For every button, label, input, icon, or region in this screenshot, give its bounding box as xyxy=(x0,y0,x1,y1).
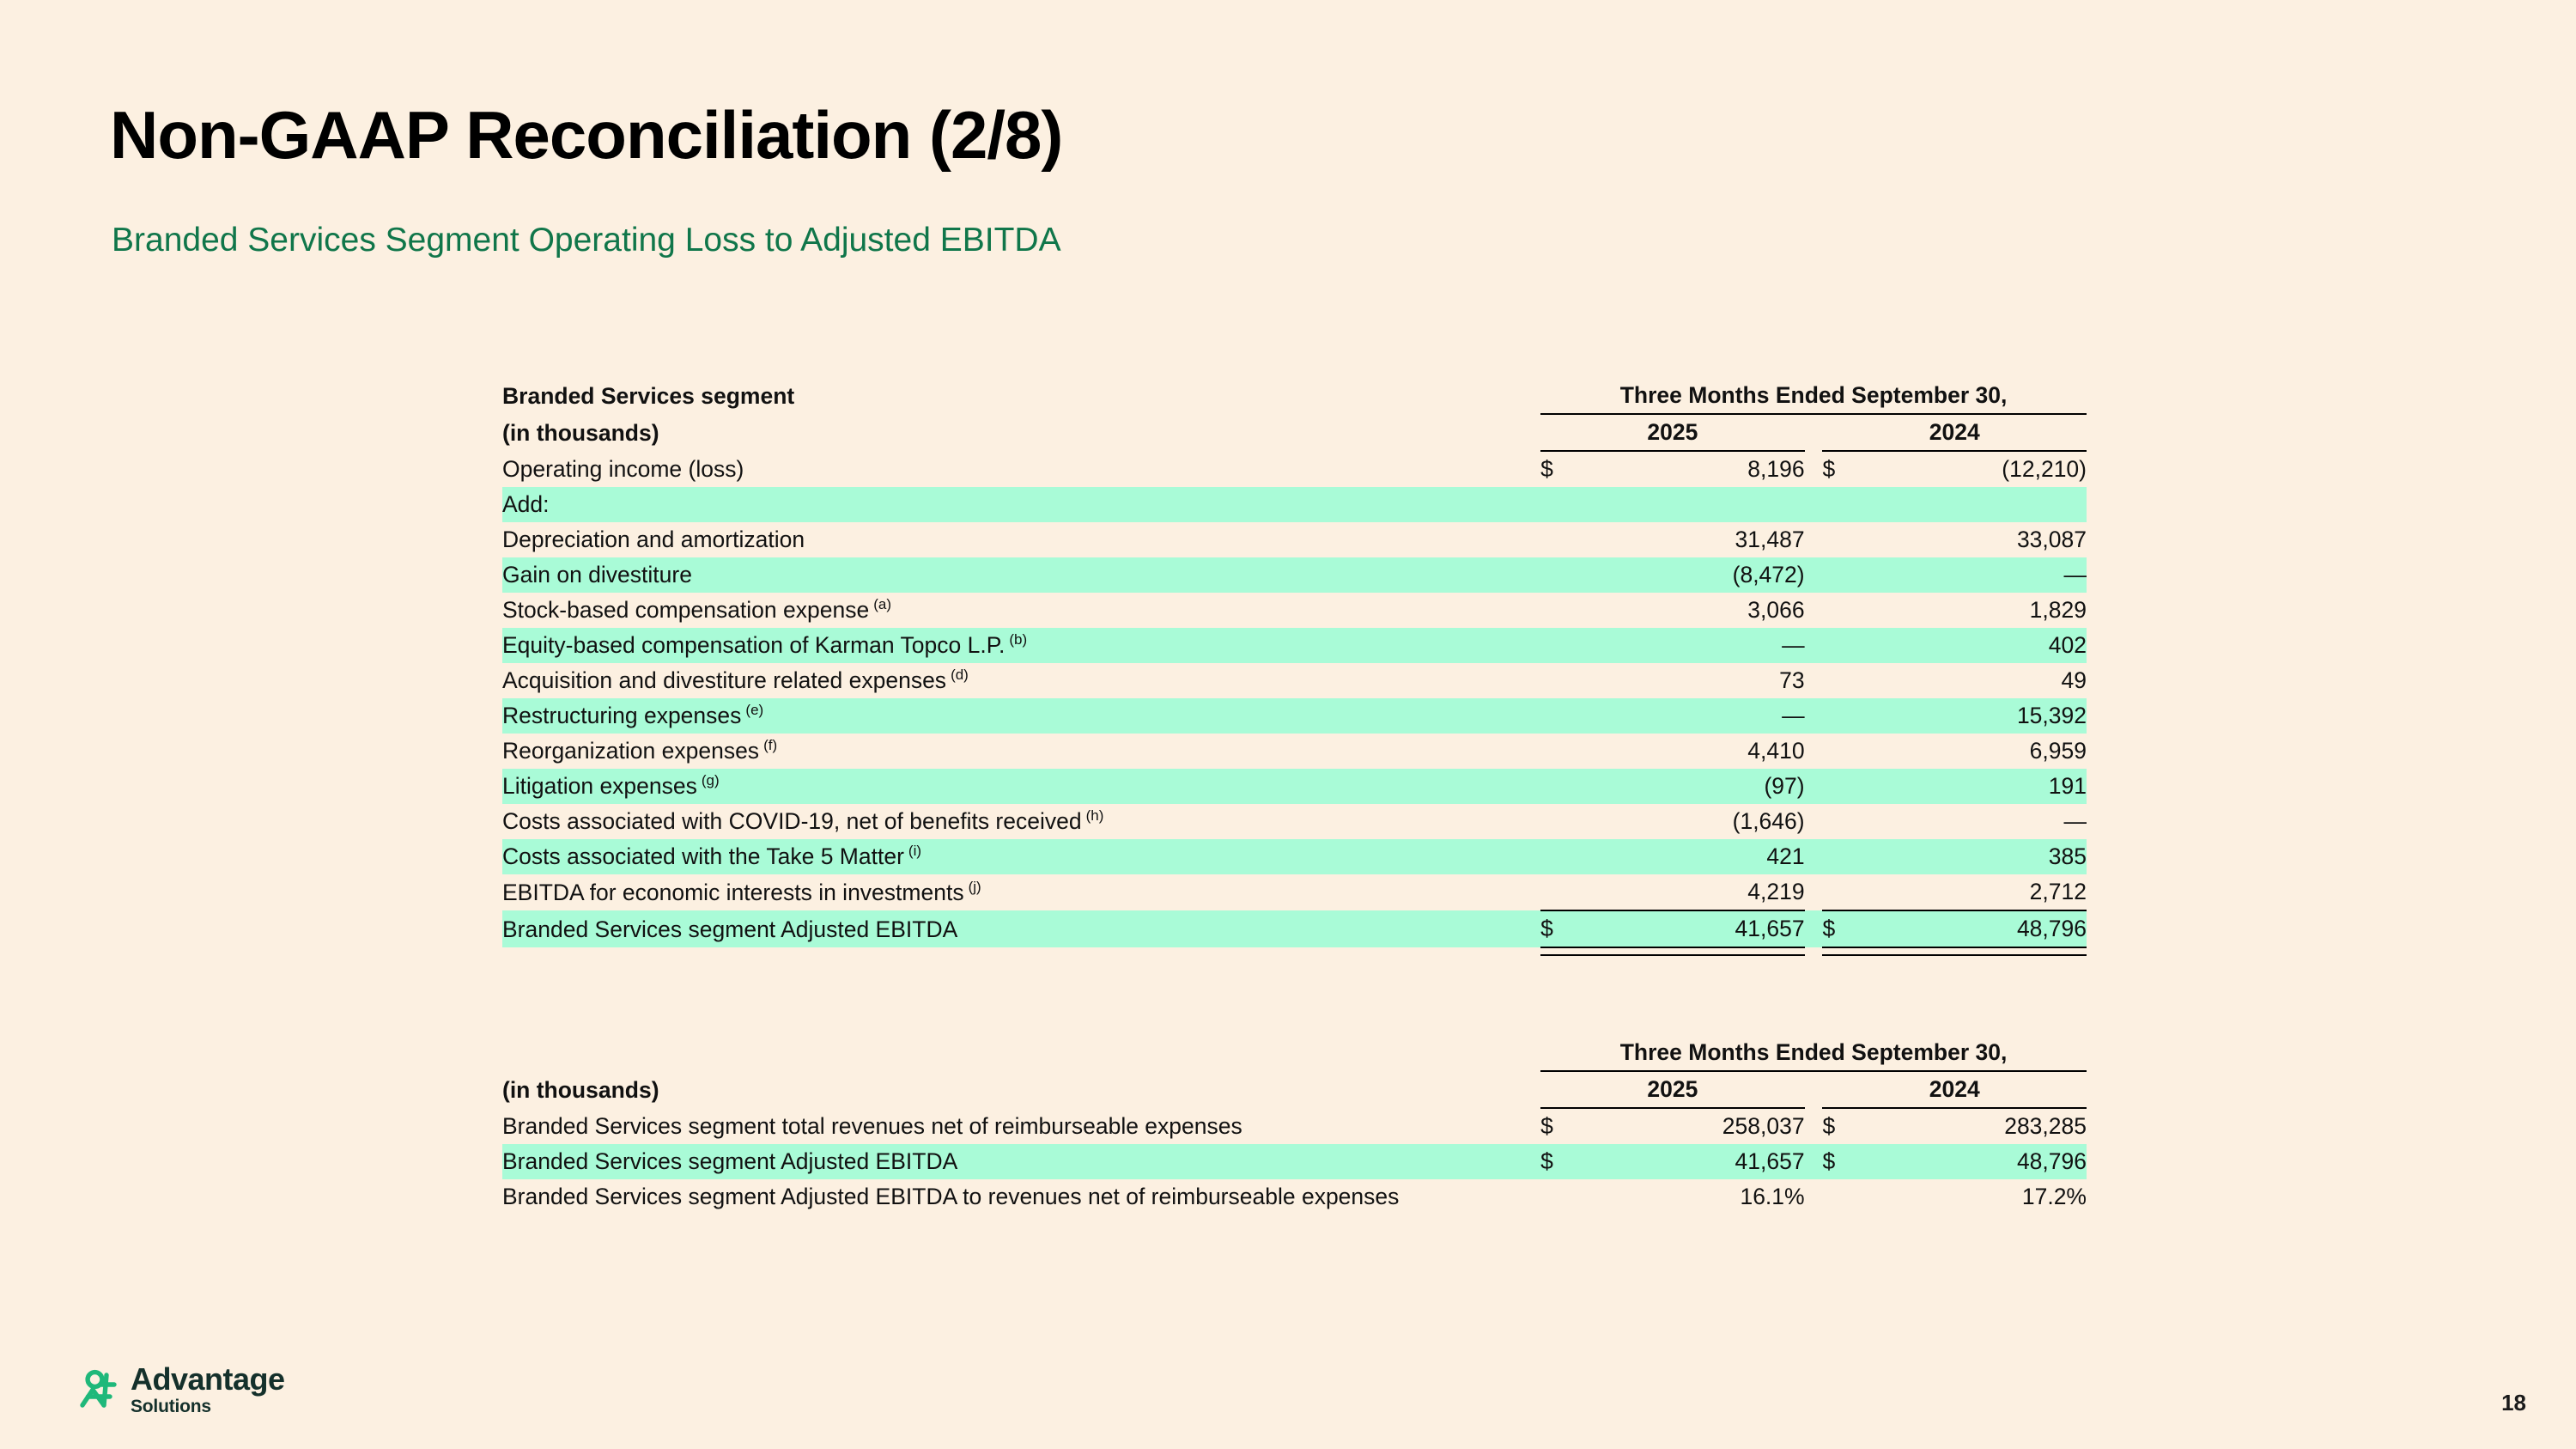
column-divider xyxy=(1805,769,1823,804)
currency-symbol-2024: $ xyxy=(1822,456,1836,482)
page-subtitle: Branded Services Segment Operating Loss to Adjusted EBITDA xyxy=(112,222,1061,259)
underline-spacer xyxy=(502,947,1397,955)
underline-2025 xyxy=(1540,947,1577,955)
header-blank xyxy=(502,1035,1397,1071)
row-label: Litigation expenses $^{(g)}$ xyxy=(502,769,1397,804)
currency-symbol-2025: $ xyxy=(1540,456,1553,482)
column-divider xyxy=(1805,1071,1823,1108)
footnote-marker: (a) xyxy=(873,596,891,613)
underline-2024 xyxy=(1858,947,2087,955)
column-divider xyxy=(1805,1144,1823,1179)
column-header-2024: 2024 xyxy=(1822,414,2087,451)
currency-symbol-2025 xyxy=(1540,698,1577,734)
value-2025: (1,646) xyxy=(1732,808,1805,834)
advantage-solutions-mark-icon xyxy=(76,1367,120,1412)
row-spacer xyxy=(1397,663,1540,698)
period-header-label: Three Months Ended September 30, xyxy=(1540,1035,2087,1071)
row-label: Depreciation and amortization xyxy=(502,527,805,552)
currency-symbol-2025: $ xyxy=(1540,1144,1577,1179)
column-divider xyxy=(1805,874,1823,910)
row-label: Stock-based compensation expense $^{(a)}$ xyxy=(502,596,891,623)
page-title: Non-GAAP Reconciliation (2/8) xyxy=(110,97,1063,173)
value-2025: (8,472) xyxy=(1577,557,1805,593)
value-2024: 6,959 xyxy=(2029,738,2087,764)
table-row xyxy=(502,1108,2087,1144)
row-spacer xyxy=(1397,910,1540,947)
value-2024: 33,087 xyxy=(2016,527,2087,552)
currency-symbol-2025 xyxy=(1540,663,1577,698)
value-2025: 8,196 xyxy=(1747,456,1805,482)
currency-symbol-2024: $ xyxy=(1822,910,1858,947)
column-divider xyxy=(1805,1108,1823,1144)
footnote-marker: (d) xyxy=(951,667,969,684)
currency-symbol-2024: $ xyxy=(1822,1113,1836,1139)
footnote-marker: (g) xyxy=(701,772,720,789)
value-2025: 41,657 xyxy=(1577,1144,1805,1179)
column-divider xyxy=(1805,557,1823,593)
column-divider xyxy=(1805,698,1823,734)
currency-symbol-2024: $ xyxy=(1822,1144,1858,1179)
table-two-body xyxy=(502,1108,2087,1215)
currency-symbol-2024 xyxy=(1822,769,1858,804)
row-label: Acquisition and divestiture related expenses $^{(d)}$ xyxy=(502,667,969,693)
row-label: Branded Services segment Adjusted EBITDA xyxy=(502,910,1397,947)
row-spacer xyxy=(1397,769,1540,804)
currency-symbol-2025: $ xyxy=(1540,910,1577,947)
value-2024: 402 xyxy=(1858,628,2087,663)
table-row xyxy=(502,839,2087,874)
row-label: Reorganization expenses $^{(f)}$ xyxy=(502,737,778,764)
value-2025: 258,037 xyxy=(1722,1113,1805,1139)
footnote-marker: (e) xyxy=(745,702,764,719)
currency-symbol-2024 xyxy=(1822,874,1858,910)
value-2024 xyxy=(1858,487,2087,522)
row-spacer xyxy=(1397,487,1540,522)
column-divider xyxy=(1805,414,1823,451)
table-row xyxy=(502,734,2087,769)
table-row xyxy=(502,1144,2087,1179)
currency-symbol-2024 xyxy=(1822,698,1858,734)
footnote-marker: (b) xyxy=(1009,631,1028,648)
value-2025: 4,219 xyxy=(1747,879,1805,904)
total-underline-row xyxy=(502,947,2087,955)
currency-symbol-2024 xyxy=(1822,487,1858,522)
value-2025 xyxy=(1577,487,1805,522)
value-2025: 73 xyxy=(1779,667,1805,693)
currency-symbol-2025 xyxy=(1540,522,1577,557)
underline-2024 xyxy=(1822,947,1858,955)
column-divider xyxy=(1805,804,1823,839)
currency-symbol-2024 xyxy=(1822,522,1858,557)
value-2024: 283,285 xyxy=(2004,1113,2087,1139)
header-spacer xyxy=(1397,1071,1540,1108)
column-divider xyxy=(1805,910,1823,947)
currency-symbol-2025: $ xyxy=(1540,1113,1553,1139)
column-divider xyxy=(1805,487,1823,522)
company-logo xyxy=(76,1361,285,1416)
currency-symbol-2024 xyxy=(1822,593,1858,628)
row-label: Equity-based compensation of Karman Topco L.P. $^{(b)}$ xyxy=(502,628,1397,663)
value-2025: 4,410 xyxy=(1747,738,1805,764)
page-number: 18 xyxy=(2501,1390,2526,1416)
row-label: Add: xyxy=(502,487,1397,522)
currency-symbol-2025 xyxy=(1540,769,1577,804)
table-header-row-1 xyxy=(502,378,2087,414)
table-caption-line2: (in thousands) xyxy=(502,420,659,446)
value-2024: 48,796 xyxy=(1858,1144,2087,1179)
value-2024: (12,210) xyxy=(2002,456,2087,482)
row-spacer xyxy=(1397,839,1540,874)
table-row xyxy=(502,487,2087,522)
value-2025: — xyxy=(1577,628,1805,663)
row-spacer xyxy=(1397,734,1540,769)
row-label: Costs associated with COVID-19, net of benefits received $^{(h)}$ xyxy=(502,807,1104,834)
value-2024: — xyxy=(1858,557,2087,593)
currency-symbol-2024 xyxy=(1822,839,1858,874)
footnote-marker: (j) xyxy=(968,879,981,896)
value-2025: (97) xyxy=(1577,769,1805,804)
value-2024: 2,712 xyxy=(2029,879,2087,904)
value-2024: 385 xyxy=(1858,839,2087,874)
table-total-row xyxy=(502,910,2087,947)
currency-symbol-2024 xyxy=(1822,663,1858,698)
ratio-table xyxy=(502,1035,2087,1215)
underline-2025 xyxy=(1577,947,1805,955)
row-spacer xyxy=(1397,593,1540,628)
value-2024: 49 xyxy=(2061,667,2087,693)
column-divider xyxy=(1805,1179,1823,1215)
currency-symbol-2025 xyxy=(1540,839,1577,874)
value-2024: — xyxy=(2063,808,2087,834)
row-label: Costs associated with the Take 5 Matter $^{(i)}$ xyxy=(502,839,1397,874)
table-row xyxy=(502,769,2087,804)
column-header-2025: 2025 xyxy=(1540,414,1804,451)
row-spacer xyxy=(1397,1144,1540,1179)
currency-symbol-2025 xyxy=(1540,593,1577,628)
table-two-header-row-1 xyxy=(502,1035,2087,1071)
table-row xyxy=(502,522,2087,557)
value-2024: 191 xyxy=(1858,769,2087,804)
value-2025: — xyxy=(1577,698,1805,734)
table-row xyxy=(502,663,2087,698)
row-spacer xyxy=(1397,804,1540,839)
table-two-header-row-2 xyxy=(502,1071,2087,1108)
value-2025: 41,657 xyxy=(1577,910,1805,947)
column-divider xyxy=(1805,839,1823,874)
currency-symbol-2024 xyxy=(1822,628,1858,663)
row-label: Operating income (loss) xyxy=(502,456,744,482)
value-2024: 15,392 xyxy=(1858,698,2087,734)
currency-symbol-2025 xyxy=(1540,628,1577,663)
currency-symbol-2024 xyxy=(1822,804,1858,839)
table-row xyxy=(502,628,2087,663)
currency-symbol-2025 xyxy=(1540,804,1577,839)
row-spacer xyxy=(1397,451,1540,487)
column-divider xyxy=(1805,522,1823,557)
currency-symbol-2024 xyxy=(1822,1179,1858,1215)
value-2025: 16.1% xyxy=(1740,1184,1805,1209)
column-divider xyxy=(1805,451,1823,487)
footnote-marker: (i) xyxy=(908,843,922,860)
column-divider xyxy=(1805,947,1823,955)
table-one-body xyxy=(502,451,2087,955)
header-spacer xyxy=(1397,378,1540,414)
table-caption-line1: Branded Services segment xyxy=(502,383,795,409)
reconciliation-table-container xyxy=(502,378,2087,956)
currency-symbol-2025 xyxy=(1540,734,1577,769)
row-spacer xyxy=(1397,874,1540,910)
table-row xyxy=(502,698,2087,734)
row-spacer xyxy=(1397,698,1540,734)
row-label: Restructuring expenses $^{(e)}$ xyxy=(502,698,1397,734)
row-spacer xyxy=(1397,1179,1540,1215)
table-row xyxy=(502,874,2087,910)
table-header-row-2 xyxy=(502,414,2087,451)
column-divider xyxy=(1805,734,1823,769)
column-header-2024: 2024 xyxy=(1822,1071,2087,1108)
column-divider xyxy=(1805,663,1823,698)
column-divider xyxy=(1805,593,1823,628)
value-2024: 17.2% xyxy=(2021,1184,2087,1209)
row-label: Branded Services segment Adjusted EBITDA xyxy=(502,1144,1397,1179)
row-spacer xyxy=(1397,1108,1540,1144)
logo-name-main: Advantage xyxy=(131,1361,285,1397)
currency-symbol-2025 xyxy=(1540,487,1577,522)
table-row xyxy=(502,1179,2087,1215)
column-header-2025: 2025 xyxy=(1540,1071,1804,1108)
row-label: Branded Services segment total revenues net of reimburseable expenses xyxy=(502,1113,1242,1139)
logo-name-sub: Solutions xyxy=(131,1397,211,1416)
currency-symbol-2025 xyxy=(1540,874,1577,910)
footnote-marker: (h) xyxy=(1085,807,1104,825)
table-row xyxy=(502,451,2087,487)
table-row xyxy=(502,593,2087,628)
table-row xyxy=(502,804,2087,839)
column-divider xyxy=(1805,628,1823,663)
reconciliation-table xyxy=(502,378,2087,956)
value-2025: 31,487 xyxy=(1735,527,1805,552)
row-spacer xyxy=(1397,628,1540,663)
currency-symbol-2024 xyxy=(1822,734,1858,769)
currency-symbol-2024 xyxy=(1822,557,1858,593)
value-2025: 3,066 xyxy=(1747,597,1805,623)
ratio-table-container xyxy=(502,1035,2087,1215)
table-two-head xyxy=(502,1035,2087,1108)
currency-symbol-2025 xyxy=(1540,1179,1577,1215)
row-label: Gain on divestiture xyxy=(502,557,1397,593)
logo-wordmark xyxy=(131,1361,285,1416)
period-header-label: Three Months Ended September 30, xyxy=(1540,378,2087,414)
table-one-head xyxy=(502,378,2087,451)
currency-symbol-2025 xyxy=(1540,557,1577,593)
header-spacer xyxy=(1397,1035,1540,1071)
table-caption-line2: (in thousands) xyxy=(502,1077,659,1103)
header-spacer xyxy=(1397,414,1540,451)
row-spacer xyxy=(1397,557,1540,593)
footnote-marker: (f) xyxy=(763,737,778,754)
underline-spacer xyxy=(1397,947,1540,955)
table-row xyxy=(502,557,2087,593)
value-2024: 48,796 xyxy=(1858,910,2087,947)
row-label: Branded Services segment Adjusted EBITDA to revenues net of reimburseable expenses xyxy=(502,1184,1400,1209)
value-2024: 1,829 xyxy=(2029,597,2087,623)
row-label: EBITDA for economic interests in investments $^{(j)}$ xyxy=(502,879,981,905)
row-spacer xyxy=(1397,522,1540,557)
value-2025: 421 xyxy=(1577,839,1805,874)
